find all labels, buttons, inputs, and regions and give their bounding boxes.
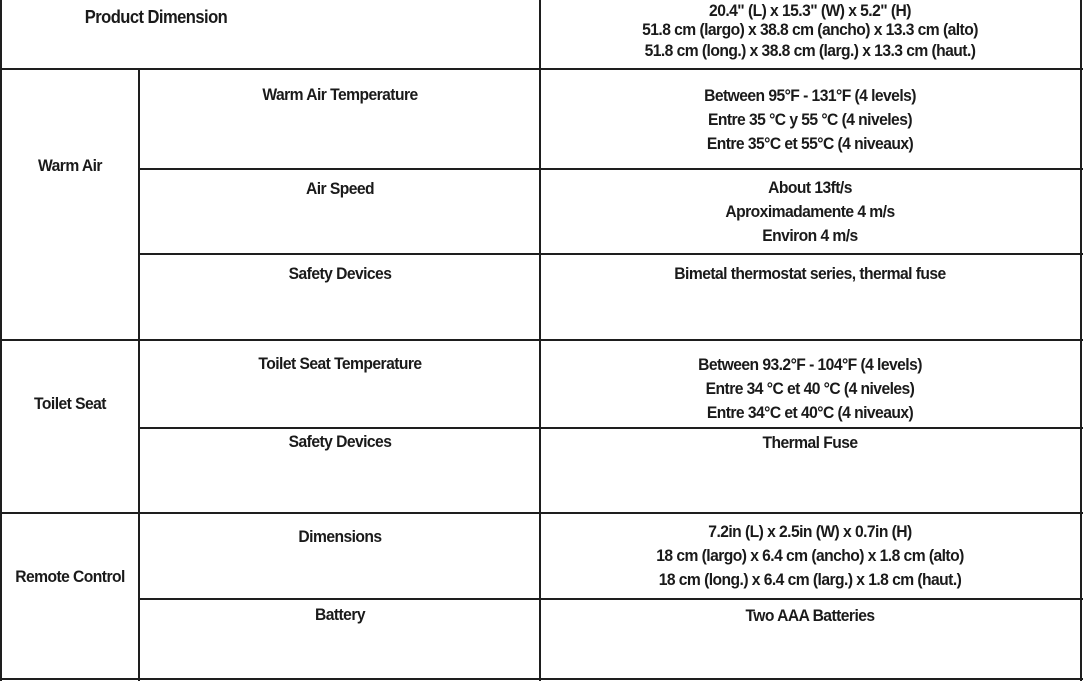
row-divider [140, 598, 1083, 600]
value-line: Entre 35°C et 55°C (4 niveaux) [706, 134, 914, 153]
col-divider [0, 0, 2, 681]
product-dimension-values [562, 2, 1059, 61]
value-line: Aproximadamente 4 m/s [725, 202, 895, 221]
product-dimension-label: Product Dimension [84, 7, 228, 27]
value-line: 7.2in (L) x 2.5in (W) x 0.7in (H) [708, 522, 912, 541]
value-line: 18 cm (largo) x 6.4 cm (ancho) x 1.8 cm (alto) [656, 546, 964, 565]
row-divider [0, 339, 1083, 341]
row-divider [0, 678, 1083, 680]
category-warm-air: Warm Air [38, 156, 102, 175]
spec-values [562, 353, 1059, 425]
spec-label: Safety Devices [288, 264, 392, 283]
value-line: Thermal Fuse [762, 433, 858, 452]
spec-label: Air Speed [305, 179, 375, 198]
row-divider [140, 168, 1083, 170]
value-line: Entre 34 °C et 40 °C (4 niveles) [705, 379, 915, 398]
spec-label: Dimensions [298, 527, 382, 546]
col-divider [138, 68, 140, 681]
value-line: Entre 35 °C y 55 °C (4 niveles) [707, 110, 913, 129]
value-line: 18 cm (long.) x 6.4 cm (larg.) x 1.8 cm (haut.) [658, 570, 962, 589]
category-remote-control: Remote Control [15, 567, 125, 586]
spec-values [562, 604, 1059, 628]
value-line: 51.8 cm (long.) x 38.8 cm (larg.) x 13.3 cm (haut.) [644, 41, 976, 60]
row-divider [140, 253, 1083, 255]
row-divider [140, 427, 1083, 429]
col-divider [539, 0, 541, 681]
spec-values [562, 84, 1059, 156]
spec-values [562, 520, 1059, 592]
value-line: About 13ft/s [768, 178, 852, 197]
value-line: Two AAA Batteries [745, 606, 875, 625]
value-line: Between 93.2°F - 104°F (4 levels) [698, 355, 922, 374]
spec-label: Warm Air Temperature [262, 85, 418, 104]
spec-label: Toilet Seat Temperature [258, 354, 422, 373]
col-divider [1080, 0, 1082, 681]
spec-label: Battery [314, 605, 366, 624]
value-line: Between 95°F - 131°F (4 levels) [704, 86, 916, 105]
spec-label: Safety Devices [288, 432, 392, 451]
spec-values [562, 431, 1059, 455]
value-line: 20.4" (L) x 15.3" (W) x 5.2" (H) [709, 1, 911, 20]
value-line: Entre 34°C et 40°C (4 niveaux) [706, 403, 914, 422]
row-divider [0, 512, 1083, 514]
spec-values [562, 176, 1059, 248]
row-divider [0, 68, 1083, 70]
value-line: Environ 4 m/s [762, 226, 858, 245]
value-line: 51.8 cm (largo) x 38.8 cm (ancho) x 13.3 cm (alto) [642, 20, 978, 39]
spec-values [562, 262, 1059, 286]
category-toilet-seat: Toilet Seat [34, 394, 106, 413]
value-line: Bimetal thermostat series, thermal fuse [674, 264, 946, 283]
